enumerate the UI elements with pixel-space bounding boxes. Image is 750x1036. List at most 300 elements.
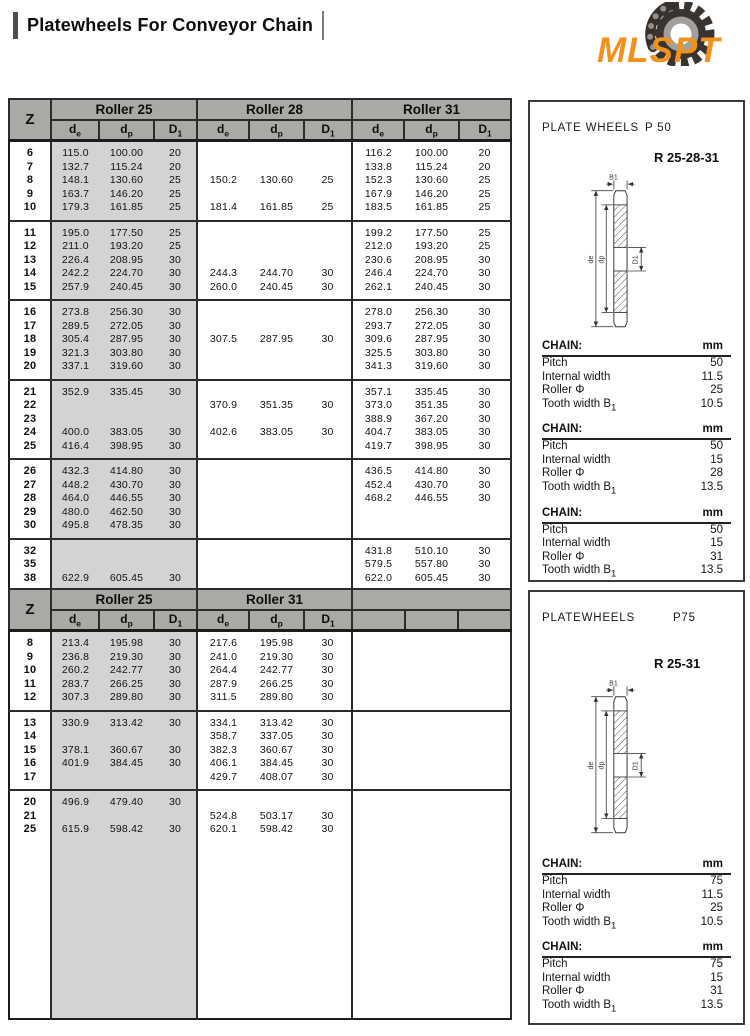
dimension-cell: 242.2 <box>51 267 99 281</box>
z-value-cell: 38 <box>9 572 51 592</box>
dimension-cell: 419.7 <box>364 439 393 452</box>
dimension-cell: 367.20 <box>414 412 449 425</box>
dimension-cell: 293.7 <box>364 319 393 332</box>
spec-value: 28 <box>710 467 723 480</box>
dimension-cell: 241.0 <box>209 650 238 663</box>
dimension-cell <box>154 539 197 559</box>
table-row <box>9 664 511 678</box>
sub-column-header: $d_e$ <box>51 120 99 141</box>
platewheel-cross-section-drawing <box>575 169 681 339</box>
dimension-cell <box>404 506 459 520</box>
sub-column-header: $d_p$ <box>99 120 154 141</box>
dimension-cell: 358.7 <box>209 730 238 742</box>
dimension-cell: 384.45 <box>99 757 154 771</box>
dimension-cell: 30 <box>154 506 197 520</box>
roller-group-header: Roller 31 <box>197 589 352 610</box>
dimension-cell: 30 <box>154 380 197 400</box>
z-value-cell: 13 <box>9 711 51 731</box>
dimension-cell: 25 <box>459 240 511 254</box>
dimension-cell: 183.5 <box>364 201 393 213</box>
spec-label: Roller Φ <box>542 902 585 914</box>
dimension-cell <box>197 440 249 460</box>
dimension-cell: 319.60 <box>414 360 449 372</box>
dimension-cell: 605.45 <box>414 571 449 584</box>
dimension-cell: 448.2 <box>51 479 99 493</box>
z-value-cell: 20 <box>9 790 51 810</box>
dimension-cell: 283.7 <box>51 678 99 692</box>
dimension-cell: 148.1 <box>51 174 99 188</box>
dimension-cell <box>352 691 405 711</box>
dimension-cell: 503.17 <box>259 809 294 822</box>
dimension-cell <box>197 240 249 254</box>
dimension-cell <box>352 631 405 651</box>
dimension-cell: 357.1 <box>364 385 393 398</box>
dimension-cell: 246.4 <box>364 267 393 279</box>
panel-code: P75 <box>672 612 696 624</box>
dimension-cell <box>459 506 511 520</box>
dim-dp-label: dp <box>597 255 606 264</box>
spec-label: Pitch <box>542 523 568 536</box>
z-value-cell: 12 <box>9 240 51 254</box>
dimension-cell: 287.95 <box>99 333 154 347</box>
chain-spec-row <box>542 384 731 398</box>
dimension-cell <box>352 664 405 678</box>
unit-label: mm <box>702 423 723 436</box>
table-row <box>9 267 511 281</box>
chain-spec-row <box>542 481 731 498</box>
dimension-cell <box>405 651 458 665</box>
dimension-cell <box>154 837 197 1019</box>
z-value-cell: 21 <box>9 810 51 824</box>
dimension-cell <box>352 678 405 692</box>
dimension-cell <box>405 771 458 791</box>
dimension-cell: 30 <box>154 333 197 347</box>
dimension-cell: 25 <box>154 201 197 221</box>
dimension-cell: 468.2 <box>364 492 393 504</box>
dimension-cell: 25 <box>459 174 511 188</box>
z-value-cell: 10 <box>9 664 51 678</box>
dimension-cell: 30 <box>154 267 197 281</box>
dimension-cell <box>304 188 352 202</box>
dimension-cell <box>249 479 304 493</box>
dimension-cell <box>304 837 352 1019</box>
chain-spec-block <box>542 857 731 932</box>
dimension-cell <box>99 810 154 824</box>
dimension-cell <box>249 380 304 400</box>
dimension-cell: 224.70 <box>99 267 154 281</box>
dimension-cell <box>405 711 458 731</box>
panel-title <box>542 612 743 626</box>
dimension-cell: 313.42 <box>259 716 294 729</box>
dimension-cell: 319.60 <box>99 360 154 380</box>
empty-filler-row <box>9 837 511 1019</box>
chain-spec-row <box>542 357 731 371</box>
dimension-cell: 100.00 <box>99 141 154 161</box>
dimension-cell: 133.8 <box>364 160 393 173</box>
dimension-cell: 240.45 <box>99 281 154 301</box>
dimension-cell: 226.4 <box>51 254 99 268</box>
dimension-cell: 212.0 <box>364 240 393 252</box>
roller-group-header: Roller 28 <box>197 99 352 120</box>
table-row <box>9 320 511 334</box>
dimension-cell: 30 <box>154 823 197 837</box>
dimension-cell: 130.60 <box>414 174 449 186</box>
chain-spec-row <box>542 440 731 454</box>
dimension-cell: 337.1 <box>51 360 99 380</box>
dimension-cell: 615.9 <box>51 823 99 837</box>
dimension-cell <box>405 631 458 651</box>
platewheels-p75-table <box>8 588 512 1020</box>
chain-spec-block <box>542 339 731 414</box>
dimension-cell: 30 <box>304 333 352 347</box>
dimension-cell: 30 <box>154 691 197 711</box>
model-label: R 25-28-31 <box>654 150 720 165</box>
dimension-cell: 384.45 <box>259 757 294 769</box>
dimension-cell: 404.7 <box>364 426 393 438</box>
chain-spec-row <box>542 999 731 1016</box>
table-row <box>9 730 511 744</box>
dimension-cell <box>197 492 249 506</box>
spec-value: 10.5 <box>700 915 723 928</box>
dimension-cell <box>458 711 511 731</box>
roller-group-header: Roller 31 <box>352 99 511 120</box>
dimension-cell <box>154 413 197 427</box>
dimension-cell <box>405 823 458 837</box>
dimension-cell <box>405 678 458 692</box>
dimension-cell: 30 <box>154 711 197 731</box>
dimension-cell <box>352 744 405 758</box>
spec-label: Roller Φ <box>542 985 585 998</box>
spec-value: 13.5 <box>700 480 723 493</box>
dimension-cell: 30 <box>459 426 511 440</box>
dimension-cell <box>458 678 511 692</box>
dimension-cell: 30 <box>459 320 511 334</box>
dimension-cell: 30 <box>304 810 352 824</box>
dimension-cell <box>197 360 249 380</box>
table-row <box>9 333 511 347</box>
dimension-cell: 30 <box>304 771 352 791</box>
table-row <box>9 519 511 539</box>
dimension-cell <box>352 810 405 824</box>
dimension-cell: 30 <box>304 757 352 771</box>
dimension-cell <box>197 380 249 400</box>
dimension-cell <box>352 790 405 810</box>
dimension-cell: 25 <box>459 188 511 202</box>
z-value-cell: 11 <box>9 221 51 241</box>
dimension-cell: 351.35 <box>414 399 449 411</box>
dimension-cell: 436.5 <box>364 465 393 477</box>
dimension-cell <box>99 413 154 427</box>
dimension-cell: 25 <box>154 174 197 188</box>
spec-value: 31 <box>710 985 723 998</box>
roller-group-header: Roller 25 <box>51 589 197 610</box>
model-label: R 25-31 <box>654 656 701 671</box>
dimension-cell: 179.3 <box>51 201 99 221</box>
dimension-cell <box>352 519 404 539</box>
dimension-cell: 30 <box>459 440 511 460</box>
dimension-cell <box>458 771 511 791</box>
dimension-cell <box>304 380 352 400</box>
dimension-cell: 25 <box>154 221 197 241</box>
dimension-cell <box>304 479 352 493</box>
table-row <box>9 399 511 413</box>
spec-label: Pitch <box>542 958 568 971</box>
z-value-cell: 10 <box>9 201 51 221</box>
dimension-cell <box>249 837 304 1019</box>
chain-spec-row <box>542 371 731 385</box>
dimension-cell: 414.80 <box>99 459 154 479</box>
dimension-cell: 236.8 <box>51 651 99 665</box>
spec-value: 50 <box>710 440 723 453</box>
dimension-cell <box>352 823 405 837</box>
dim-dp-label: dp <box>597 761 606 770</box>
z-value-cell: 9 <box>9 651 51 665</box>
dimension-cell: 334.1 <box>209 716 238 729</box>
dimension-cell: 219.30 <box>99 651 154 665</box>
dimension-cell <box>405 757 458 771</box>
table-row <box>9 711 511 731</box>
sub-column-header <box>458 610 511 631</box>
dimension-cell: 208.95 <box>414 253 449 266</box>
dimension-cell <box>197 506 249 520</box>
dimension-cell: 287.95 <box>414 333 449 345</box>
table-row <box>9 459 511 479</box>
dimension-cell <box>458 651 511 665</box>
dimension-cell: 30 <box>154 572 197 592</box>
dimension-cell: 244.3 <box>209 267 238 279</box>
chain-spec-list <box>542 857 731 1016</box>
table-row <box>9 810 511 824</box>
dimension-cell: 305.4 <box>51 333 99 347</box>
spec-label: Internal width <box>542 971 611 984</box>
z-value-cell: 21 <box>9 380 51 400</box>
dimension-cell: 30 <box>154 479 197 493</box>
dimension-cell: 30 <box>459 380 511 400</box>
dimension-cell: 313.42 <box>99 711 154 731</box>
spec-value: 11.5 <box>701 888 723 901</box>
dimension-cell: 30 <box>459 399 511 413</box>
dimension-cell: 30 <box>459 254 511 268</box>
dimension-cell: 20 <box>154 161 197 175</box>
z-value-cell: 8 <box>9 631 51 651</box>
dimension-cell: 163.7 <box>51 188 99 202</box>
dimension-cell: 150.2 <box>209 174 238 186</box>
dimension-cell: 264.4 <box>209 664 238 676</box>
dimension-cell: 307.5 <box>209 333 238 345</box>
dimension-cell: 452.4 <box>364 478 393 491</box>
dimension-cell <box>197 347 249 361</box>
dimension-cell: 177.50 <box>99 221 154 241</box>
dimension-cell <box>458 810 511 824</box>
dimension-cell: 30 <box>459 360 511 380</box>
dimension-cell: 30 <box>154 492 197 506</box>
dimension-cell <box>304 254 352 268</box>
dimension-cell: 30 <box>154 651 197 665</box>
dimension-cell: 307.3 <box>51 691 99 711</box>
dimension-cell: 30 <box>154 347 197 361</box>
dimension-cell <box>249 459 304 479</box>
dimension-cell <box>154 399 197 413</box>
roller-group-header <box>352 589 511 610</box>
dimension-cell <box>154 771 197 791</box>
chain-spec-header <box>542 422 731 440</box>
dimension-cell <box>304 492 352 506</box>
spec-value: 10.5 <box>700 397 723 410</box>
dimension-cell <box>249 519 304 539</box>
sub-column-header: $d_p$ <box>99 610 154 631</box>
dimension-cell <box>249 161 304 175</box>
dimension-cell: 620.1 <box>209 823 238 835</box>
dimension-cell: 211.0 <box>51 240 99 254</box>
sub-column-header <box>352 610 405 631</box>
table-row <box>9 558 511 572</box>
spec-value: 11.5 <box>701 370 723 383</box>
dimension-cell <box>51 837 99 1019</box>
dimension-cell: 181.4 <box>209 201 238 213</box>
dimension-cell: 479.40 <box>99 790 154 810</box>
dimension-cell: 598.42 <box>259 823 294 835</box>
dimension-cell <box>304 459 352 479</box>
dimension-cell: 360.67 <box>259 743 294 756</box>
dimension-cell: 30 <box>154 790 197 810</box>
dimension-cell: 30 <box>154 440 197 460</box>
table-row <box>9 506 511 520</box>
dimension-cell <box>99 558 154 572</box>
dimension-cell <box>458 823 511 837</box>
dimension-cell <box>197 539 249 559</box>
dimension-cell: 30 <box>154 360 197 380</box>
dimension-cell: 30 <box>459 300 511 320</box>
dimension-cell: 330.9 <box>51 711 99 731</box>
dimension-cell: 351.35 <box>259 399 294 411</box>
dimension-cell: 370.9 <box>209 399 238 411</box>
z-column-header: Z <box>9 99 51 141</box>
z-value-cell: 27 <box>9 479 51 493</box>
spec-label: Internal width <box>542 453 611 466</box>
dimension-cell: 262.1 <box>364 280 393 293</box>
mlspt-logo <box>597 2 747 66</box>
dimension-cell: 130.60 <box>259 174 294 186</box>
dimension-cell <box>249 506 304 520</box>
spec-label: Pitch <box>542 357 568 369</box>
p75-info-panel <box>528 590 745 1025</box>
dimension-cell <box>405 664 458 678</box>
dimension-cell: 598.42 <box>99 823 154 837</box>
dim-d1-label: D1 <box>631 761 640 771</box>
dimension-cell <box>99 837 154 1019</box>
dimension-cell: 30 <box>459 267 511 281</box>
dimension-cell: 116.2 <box>365 147 392 159</box>
chain-spec-header <box>542 940 731 958</box>
dimension-cell: 510.10 <box>414 544 449 557</box>
dimension-cell: 199.2 <box>364 226 393 239</box>
dimension-cell <box>458 744 511 758</box>
table-row <box>9 201 511 221</box>
dimension-cell <box>304 300 352 320</box>
dimension-cell <box>304 240 352 254</box>
chain-spec-row <box>542 958 731 972</box>
dimension-cell: 193.20 <box>414 240 449 252</box>
chain-spec-row <box>542 875 731 889</box>
dimension-cell: 266.25 <box>99 678 154 692</box>
dimension-cell: 146.20 <box>99 188 154 202</box>
chain-label: CHAIN: <box>542 941 583 954</box>
dimension-cell <box>458 790 511 810</box>
dimension-cell: 429.7 <box>209 770 238 783</box>
z-value-cell: 8 <box>9 174 51 188</box>
dimension-cell: 217.6 <box>209 637 238 649</box>
spec-label: Roller Φ <box>542 467 585 480</box>
dimension-cell: 219.30 <box>259 650 294 663</box>
sub-column-header: $d_p$ <box>249 120 304 141</box>
dimension-cell: 30 <box>459 281 511 301</box>
chain-spec-row <box>542 551 731 565</box>
dimension-cell <box>249 790 304 810</box>
dimension-cell: 30 <box>154 664 197 678</box>
z-value-cell: 7 <box>9 161 51 175</box>
dimension-cell: 30 <box>154 757 197 771</box>
table-row <box>9 300 511 320</box>
title-right-bar <box>322 11 324 40</box>
dimension-cell: 303.80 <box>99 347 154 361</box>
dimension-cell: 388.9 <box>364 412 393 425</box>
dimension-cell <box>352 711 405 731</box>
dimension-cell <box>99 730 154 744</box>
dimension-cell: 605.45 <box>99 572 154 592</box>
dimension-cell: 30 <box>304 744 352 758</box>
dimension-cell <box>405 730 458 744</box>
dimension-cell: 242.77 <box>99 664 154 678</box>
dimension-cell <box>458 691 511 711</box>
roller-group-header: Roller 25 <box>51 99 197 120</box>
z-value-cell: 15 <box>9 744 51 758</box>
chain-label: CHAIN: <box>542 423 583 436</box>
z-value-cell: 35 <box>9 558 51 572</box>
dimension-cell <box>154 558 197 572</box>
dimension-cell: 287.9 <box>209 677 238 690</box>
spec-label: Internal width <box>542 537 611 550</box>
page-title: Platewheels For Conveyor Chain <box>27 15 314 35</box>
dim-de-label: de <box>587 255 596 264</box>
dimension-cell: 30 <box>304 426 352 440</box>
dimension-cell <box>197 188 249 202</box>
spec-label: Internal width <box>542 370 611 383</box>
dimension-cell: 256.30 <box>99 300 154 320</box>
chain-spec-block <box>542 506 731 581</box>
dimension-cell <box>249 492 304 506</box>
chain-spec-header <box>542 339 731 357</box>
dimension-cell: 309.6 <box>364 333 393 345</box>
dimension-cell: 352.9 <box>51 380 99 400</box>
dimension-cell: 20 <box>154 141 197 161</box>
dimension-cell <box>405 691 458 711</box>
z-value-cell: 16 <box>9 300 51 320</box>
z-value-cell: 13 <box>9 254 51 268</box>
dimension-cell: 146.20 <box>414 187 449 200</box>
dimension-cell: 30 <box>304 267 352 281</box>
spec-value: 13.5 <box>700 564 723 577</box>
dimension-cell: 208.95 <box>99 254 154 268</box>
dimension-cell <box>304 161 352 175</box>
z-value-cell: 19 <box>9 347 51 361</box>
sub-column-header: $d_e$ <box>51 610 99 631</box>
dimension-cell <box>405 744 458 758</box>
table-row <box>9 141 511 161</box>
dim-b1-label: B1 <box>609 173 618 182</box>
table-row <box>9 426 511 440</box>
dimension-cell <box>304 360 352 380</box>
dimension-cell <box>51 413 99 427</box>
